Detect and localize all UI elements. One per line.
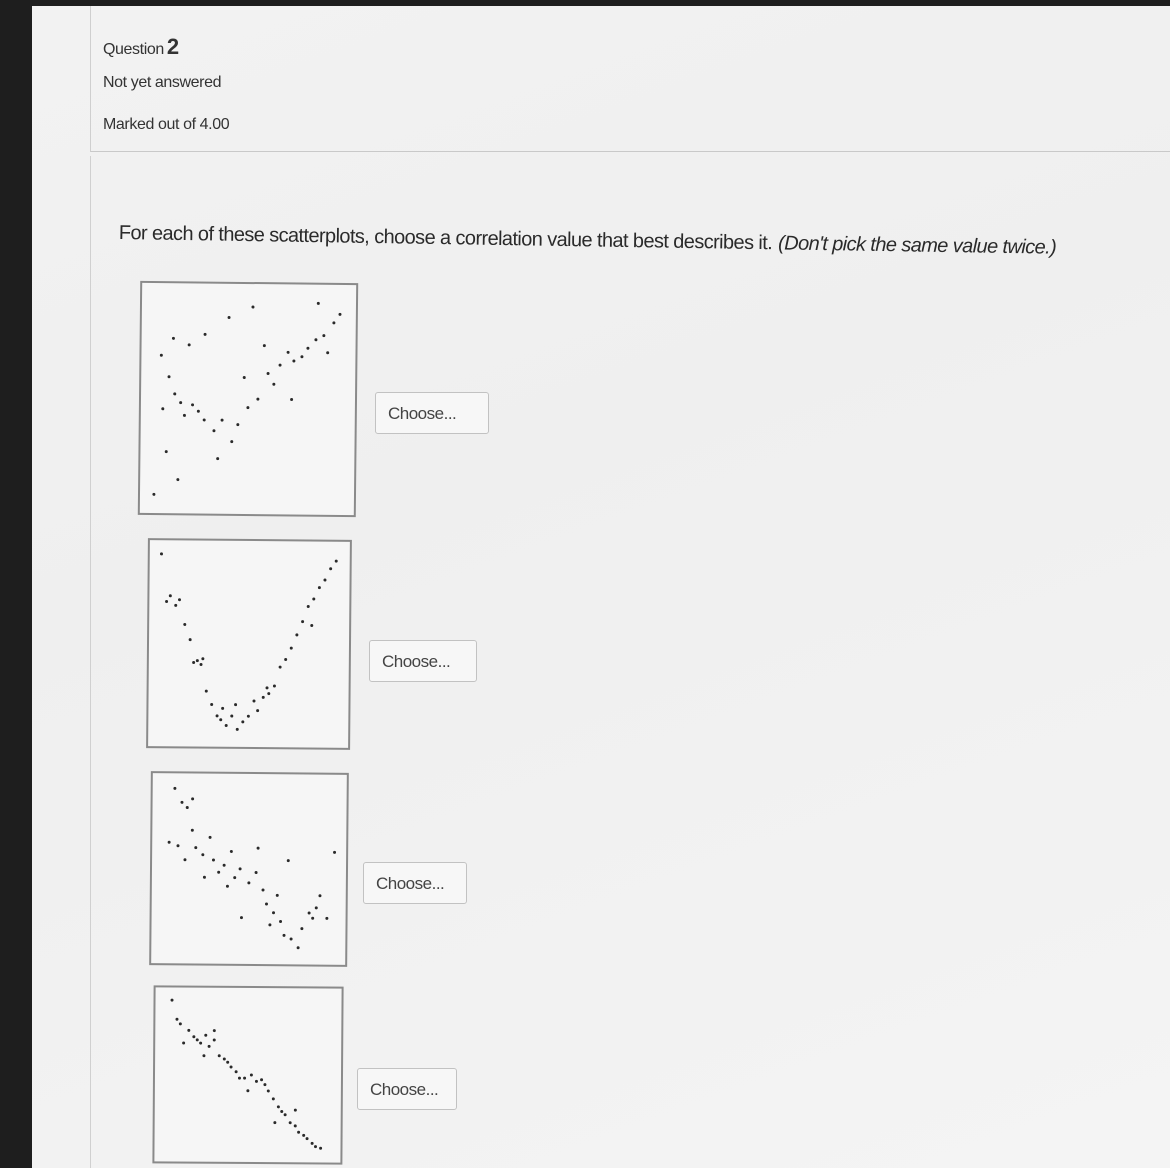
scatter-point: [219, 718, 222, 721]
scatter-point: [179, 1022, 182, 1025]
scatter-point: [318, 586, 321, 589]
scatter-point: [183, 414, 186, 417]
scatter-point: [266, 686, 269, 689]
scatter-point: [199, 1042, 202, 1045]
scatter-point: [283, 934, 286, 937]
scatter-point: [333, 851, 336, 854]
scatter-point: [183, 858, 186, 861]
question-content: [90, 156, 1170, 1168]
scatter-point: [265, 902, 268, 905]
scatter-point: [230, 440, 233, 443]
scatter-point: [290, 937, 293, 940]
scatter-point: [201, 657, 204, 660]
scatter-point: [292, 359, 295, 362]
scatter-point: [312, 597, 315, 600]
scatter-point: [247, 715, 250, 718]
scatter-point: [183, 623, 186, 626]
scatter-point: [323, 579, 326, 582]
scatter-point: [228, 316, 231, 319]
scatter-point: [172, 337, 175, 340]
scatter-point: [208, 1045, 211, 1048]
scatter-point: [268, 923, 271, 926]
correlation-select-2[interactable]: Choose...: [369, 640, 477, 682]
scatter-point: [226, 885, 229, 888]
scatter-point: [196, 1038, 199, 1041]
scatter-point: [294, 1124, 297, 1127]
scatter-point: [243, 1077, 246, 1080]
scatter-point: [256, 398, 259, 401]
scatter-point: [273, 685, 276, 688]
scatter-point: [256, 709, 259, 712]
scatter-point: [180, 801, 183, 804]
scatter-point: [243, 376, 246, 379]
quiz-page: [32, 6, 1170, 1168]
scatterplot-3-svg: [151, 773, 347, 965]
scatter-point: [306, 1137, 309, 1140]
scatter-point: [279, 920, 282, 923]
correlation-select-3[interactable]: Choose...: [363, 862, 467, 904]
scatter-point: [187, 1029, 190, 1032]
scatter-point: [223, 864, 226, 867]
correlation-select-1[interactable]: Choose...: [375, 392, 489, 434]
scatter-point: [160, 552, 163, 555]
scatter-point: [297, 1131, 300, 1134]
scatter-point: [178, 598, 181, 601]
scatter-point: [279, 666, 282, 669]
scatter-point: [176, 478, 179, 481]
scatter-point: [203, 418, 206, 421]
scatter-point: [297, 946, 300, 949]
scatter-point: [319, 1147, 322, 1150]
scatter-point: [186, 806, 189, 809]
scatter-point: [272, 911, 275, 914]
scatter-point: [203, 876, 206, 879]
scatter-point: [238, 1077, 241, 1080]
scatter-point: [236, 728, 239, 731]
scatter-point: [294, 1109, 297, 1112]
scatter-point: [236, 423, 239, 426]
question-heading: [103, 34, 179, 60]
scatter-point: [191, 403, 194, 406]
scatter-point: [192, 661, 195, 664]
scatter-point: [173, 392, 176, 395]
scatter-point: [191, 829, 194, 832]
scatter-point: [301, 620, 304, 623]
scatter-point: [205, 690, 208, 693]
scatter-point: [240, 916, 243, 919]
scatter-point: [201, 853, 204, 856]
scatterplot-2-svg: [148, 540, 350, 748]
scatter-point: [329, 567, 332, 570]
scatter-point: [165, 600, 168, 603]
prompt-note: (Don't pick the same value twice.): [777, 232, 1057, 259]
scatter-point: [262, 696, 265, 699]
scatter-point: [204, 333, 207, 336]
scatter-point: [315, 906, 318, 909]
scatter-point: [287, 351, 290, 354]
scatter-point: [189, 638, 192, 641]
scatter-point: [218, 1054, 221, 1057]
scatter-point: [182, 1041, 185, 1044]
scatter-point: [165, 450, 168, 453]
scatter-point: [217, 871, 220, 874]
scatter-point: [289, 1121, 292, 1124]
scatter-point: [246, 1089, 249, 1092]
scatter-point: [233, 876, 236, 879]
scatterplot-3: [149, 771, 349, 967]
scatter-point: [308, 912, 311, 915]
scatter-point: [335, 560, 338, 563]
scatter-point: [276, 894, 279, 897]
scatter-point: [204, 1034, 207, 1037]
question-prompt: [119, 222, 1057, 260]
scatter-point: [251, 306, 254, 309]
scatter-point: [161, 407, 164, 410]
scatter-point: [273, 1121, 276, 1124]
scatter-point: [247, 881, 250, 884]
question-info-panel: [90, 6, 1170, 152]
scatter-point: [295, 633, 298, 636]
scatter-point: [235, 1070, 238, 1073]
scatter-point: [171, 999, 174, 1002]
scatter-point: [179, 401, 182, 404]
scatter-point: [267, 1089, 270, 1092]
scatter-point: [317, 302, 320, 305]
scatterplot-4-svg: [154, 987, 341, 1162]
scatter-point: [221, 707, 224, 710]
question-state: Not yet answered: [103, 74, 222, 91]
scatter-point: [209, 836, 212, 839]
scatter-point: [234, 703, 237, 706]
scatter-point: [272, 1097, 275, 1100]
scatter-point: [325, 917, 328, 920]
scatter-point: [284, 658, 287, 661]
scatterplot-4: [152, 985, 343, 1164]
scatter-point: [197, 410, 200, 413]
scatter-point: [174, 604, 177, 607]
scatter-point: [226, 1061, 229, 1064]
scatter-point: [314, 338, 317, 341]
question-number: 2: [166, 34, 179, 59]
scatter-point: [267, 692, 270, 695]
scatter-point: [279, 364, 282, 367]
scatter-point: [160, 354, 163, 357]
scatter-point: [287, 859, 290, 862]
scatter-point: [221, 419, 224, 422]
scatter-point: [200, 663, 203, 666]
scatter-point: [194, 846, 197, 849]
scatter-point: [241, 720, 244, 723]
scatter-point: [173, 787, 176, 790]
scatter-point: [338, 313, 341, 316]
scatter-point: [230, 1065, 233, 1068]
scatter-point: [213, 1038, 216, 1041]
scatter-point: [175, 1018, 178, 1021]
scatter-point: [192, 1035, 195, 1038]
scatter-point: [246, 406, 249, 409]
scatter-point: [302, 1134, 305, 1137]
scatter-point: [239, 867, 242, 870]
scatter-point: [267, 372, 270, 375]
scatter-point: [260, 1078, 263, 1081]
correlation-select-4[interactable]: Choose...: [357, 1068, 457, 1110]
scatter-point: [169, 594, 172, 597]
scatter-point: [250, 1074, 253, 1077]
scatter-point: [225, 724, 228, 727]
scatter-point: [213, 1029, 216, 1032]
scatter-point: [152, 493, 155, 496]
scatter-point: [300, 355, 303, 358]
scatter-point: [332, 321, 335, 324]
scatter-point: [202, 1054, 205, 1057]
scatter-point: [307, 605, 310, 608]
scatter-point: [176, 844, 179, 847]
scatter-point: [255, 871, 258, 874]
scatter-point: [263, 1083, 266, 1086]
scatterplot-1: [138, 281, 358, 517]
scatter-point: [216, 457, 219, 460]
scatter-point: [212, 429, 215, 432]
scatterplot-2: [146, 538, 352, 750]
scatter-point: [191, 797, 194, 800]
scatter-point: [188, 343, 191, 346]
scatter-point: [230, 850, 233, 853]
scatter-point: [322, 334, 325, 337]
scatter-point: [223, 1058, 226, 1061]
scatter-point: [314, 1145, 317, 1148]
scatter-point: [216, 714, 219, 717]
scatterplot-1-svg: [140, 283, 356, 515]
scatter-point: [255, 1080, 258, 1083]
scatter-point: [168, 841, 171, 844]
scatter-point: [290, 647, 293, 650]
scatter-point: [311, 1142, 314, 1145]
scatter-point: [196, 659, 199, 662]
prompt-text: For each of these scatterplots, choose a correlation value that best describes it.: [118, 222, 773, 255]
question-label: Question: [103, 41, 164, 58]
scatter-point: [263, 344, 266, 347]
scatter-point: [212, 858, 215, 861]
scatter-point: [168, 375, 171, 378]
scatter-point: [290, 398, 293, 401]
scatter-point: [230, 715, 233, 718]
scatter-point: [326, 351, 329, 354]
scatter-point: [284, 1113, 287, 1116]
scatter-point: [300, 927, 303, 930]
scatter-point: [280, 1110, 283, 1113]
scatter-point: [311, 917, 314, 920]
scatter-point: [252, 700, 255, 703]
scatter-point: [272, 383, 275, 386]
scatter-point: [257, 847, 260, 850]
scatter-point: [210, 703, 213, 706]
scatter-point: [262, 889, 265, 892]
scatter-point: [310, 624, 313, 627]
scatter-point: [277, 1105, 280, 1108]
question-marks: Marked out of 4.00: [103, 116, 230, 133]
scatter-point: [306, 347, 309, 350]
scatter-point: [318, 894, 321, 897]
